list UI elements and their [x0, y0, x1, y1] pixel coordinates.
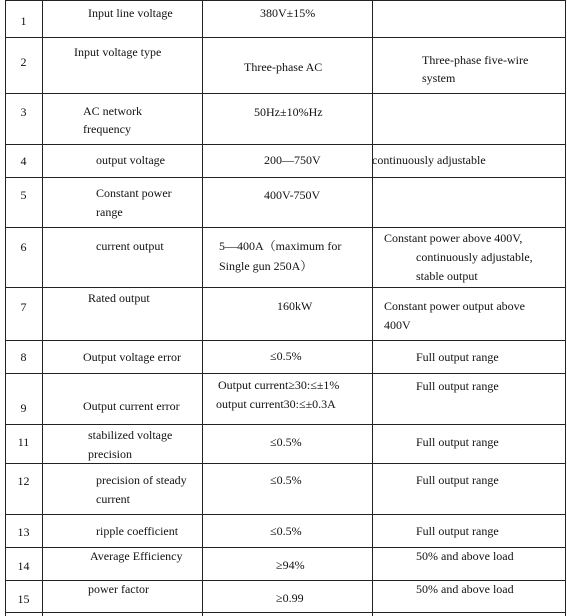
remark-text: Full output range — [416, 435, 499, 449]
parameter-value: Output current≥30:≤±1% — [218, 378, 340, 392]
parameter-label: range — [96, 205, 123, 219]
row-number: 6 — [20, 240, 27, 254]
remark-text: Full output range — [416, 350, 499, 364]
row-number: 12 — [17, 474, 30, 488]
parameter-label: current output — [96, 239, 164, 253]
parameter-label: output voltage — [96, 153, 165, 167]
parameter-label: frequency — [83, 122, 131, 136]
parameter-value: output current30:≤±0.3A — [216, 397, 336, 411]
row-divider — [5, 93, 566, 94]
remark-text: Constant power above 400V, — [384, 231, 523, 245]
parameter-label: precision — [88, 447, 132, 461]
parameter-value: ≤0.5% — [270, 349, 302, 363]
row-divider — [5, 373, 566, 374]
parameter-value: 380V±15% — [260, 6, 316, 20]
row-divider — [5, 514, 566, 515]
row-divider — [5, 37, 566, 38]
row-divider — [5, 287, 566, 288]
remark-text: stable output — [416, 269, 478, 283]
parameter-value: 200—750V — [264, 153, 321, 167]
parameter-label: AC network — [83, 104, 142, 118]
parameter-value: 50Hz±10%Hz — [254, 105, 323, 119]
parameter-value: 400V-750V — [264, 188, 321, 202]
parameter-label: Input line voltage — [88, 6, 173, 20]
parameter-value: ≤0.5% — [270, 473, 302, 487]
parameter-label: Rated output — [88, 291, 150, 305]
parameter-label: Average Efficiency — [90, 549, 183, 563]
column-divider — [42, 0, 43, 616]
row-number: 8 — [20, 350, 27, 364]
column-divider — [202, 0, 203, 616]
row-number: 5 — [20, 188, 27, 202]
parameter-value: Three-phase AC — [244, 60, 323, 74]
row-divider — [5, 227, 566, 228]
row-divider — [5, 144, 566, 145]
row-divider — [5, 424, 566, 425]
parameter-label: Output voltage error — [83, 350, 181, 364]
parameter-label: precision of steady — [96, 473, 187, 487]
row-number: 11 — [17, 435, 30, 449]
parameter-label: Input voltage type — [74, 45, 162, 59]
parameter-label: Output current error — [83, 399, 180, 413]
parameter-value: ≥94% — [276, 558, 305, 572]
row-number: 13 — [17, 525, 30, 539]
row-number: 2 — [20, 55, 27, 69]
row-number: 9 — [20, 401, 27, 415]
row-divider — [5, 0, 566, 1]
parameter-label: ripple coefficient — [96, 524, 179, 538]
remark-text: 50% and above load — [416, 549, 514, 563]
parameter-label: current — [96, 492, 130, 506]
remark-text: system — [422, 71, 456, 85]
row-divider — [5, 340, 566, 341]
row-divider — [5, 177, 566, 178]
column-divider — [565, 0, 566, 616]
remark-text: continuously adjustable — [372, 153, 486, 167]
remark-text: Three-phase five-wire — [422, 53, 529, 67]
remark-text: 400V — [384, 318, 411, 332]
remark-text: 50% and above load — [416, 582, 514, 596]
parameter-value: 5—400A（maximum for — [219, 239, 342, 253]
parameter-value: ≤0.5% — [270, 524, 302, 538]
remark-text: Full output range — [416, 524, 499, 538]
row-number: 14 — [17, 559, 30, 573]
parameter-value: ≥0.99 — [276, 591, 304, 605]
parameter-value: 160kW — [277, 299, 313, 313]
parameter-label: power factor — [88, 582, 149, 596]
remark-text: Full output range — [416, 379, 499, 393]
row-number: 15 — [17, 592, 30, 606]
remark-text: Full output range — [416, 473, 499, 487]
parameter-value: ≤0.5% — [270, 435, 302, 449]
parameter-label: Constant power — [96, 186, 172, 200]
row-number: 4 — [20, 154, 27, 168]
row-number: 7 — [20, 300, 27, 314]
column-divider — [372, 0, 373, 616]
remark-text: continuously adjustable, — [416, 250, 533, 264]
row-number: 1 — [20, 14, 27, 28]
parameter-value: Single gun 250A） — [219, 259, 313, 273]
row-number: 3 — [20, 105, 27, 119]
row-divider — [5, 612, 566, 613]
remark-text: Constant power output above — [384, 299, 525, 313]
parameter-label: stabilized voltage — [88, 428, 173, 442]
